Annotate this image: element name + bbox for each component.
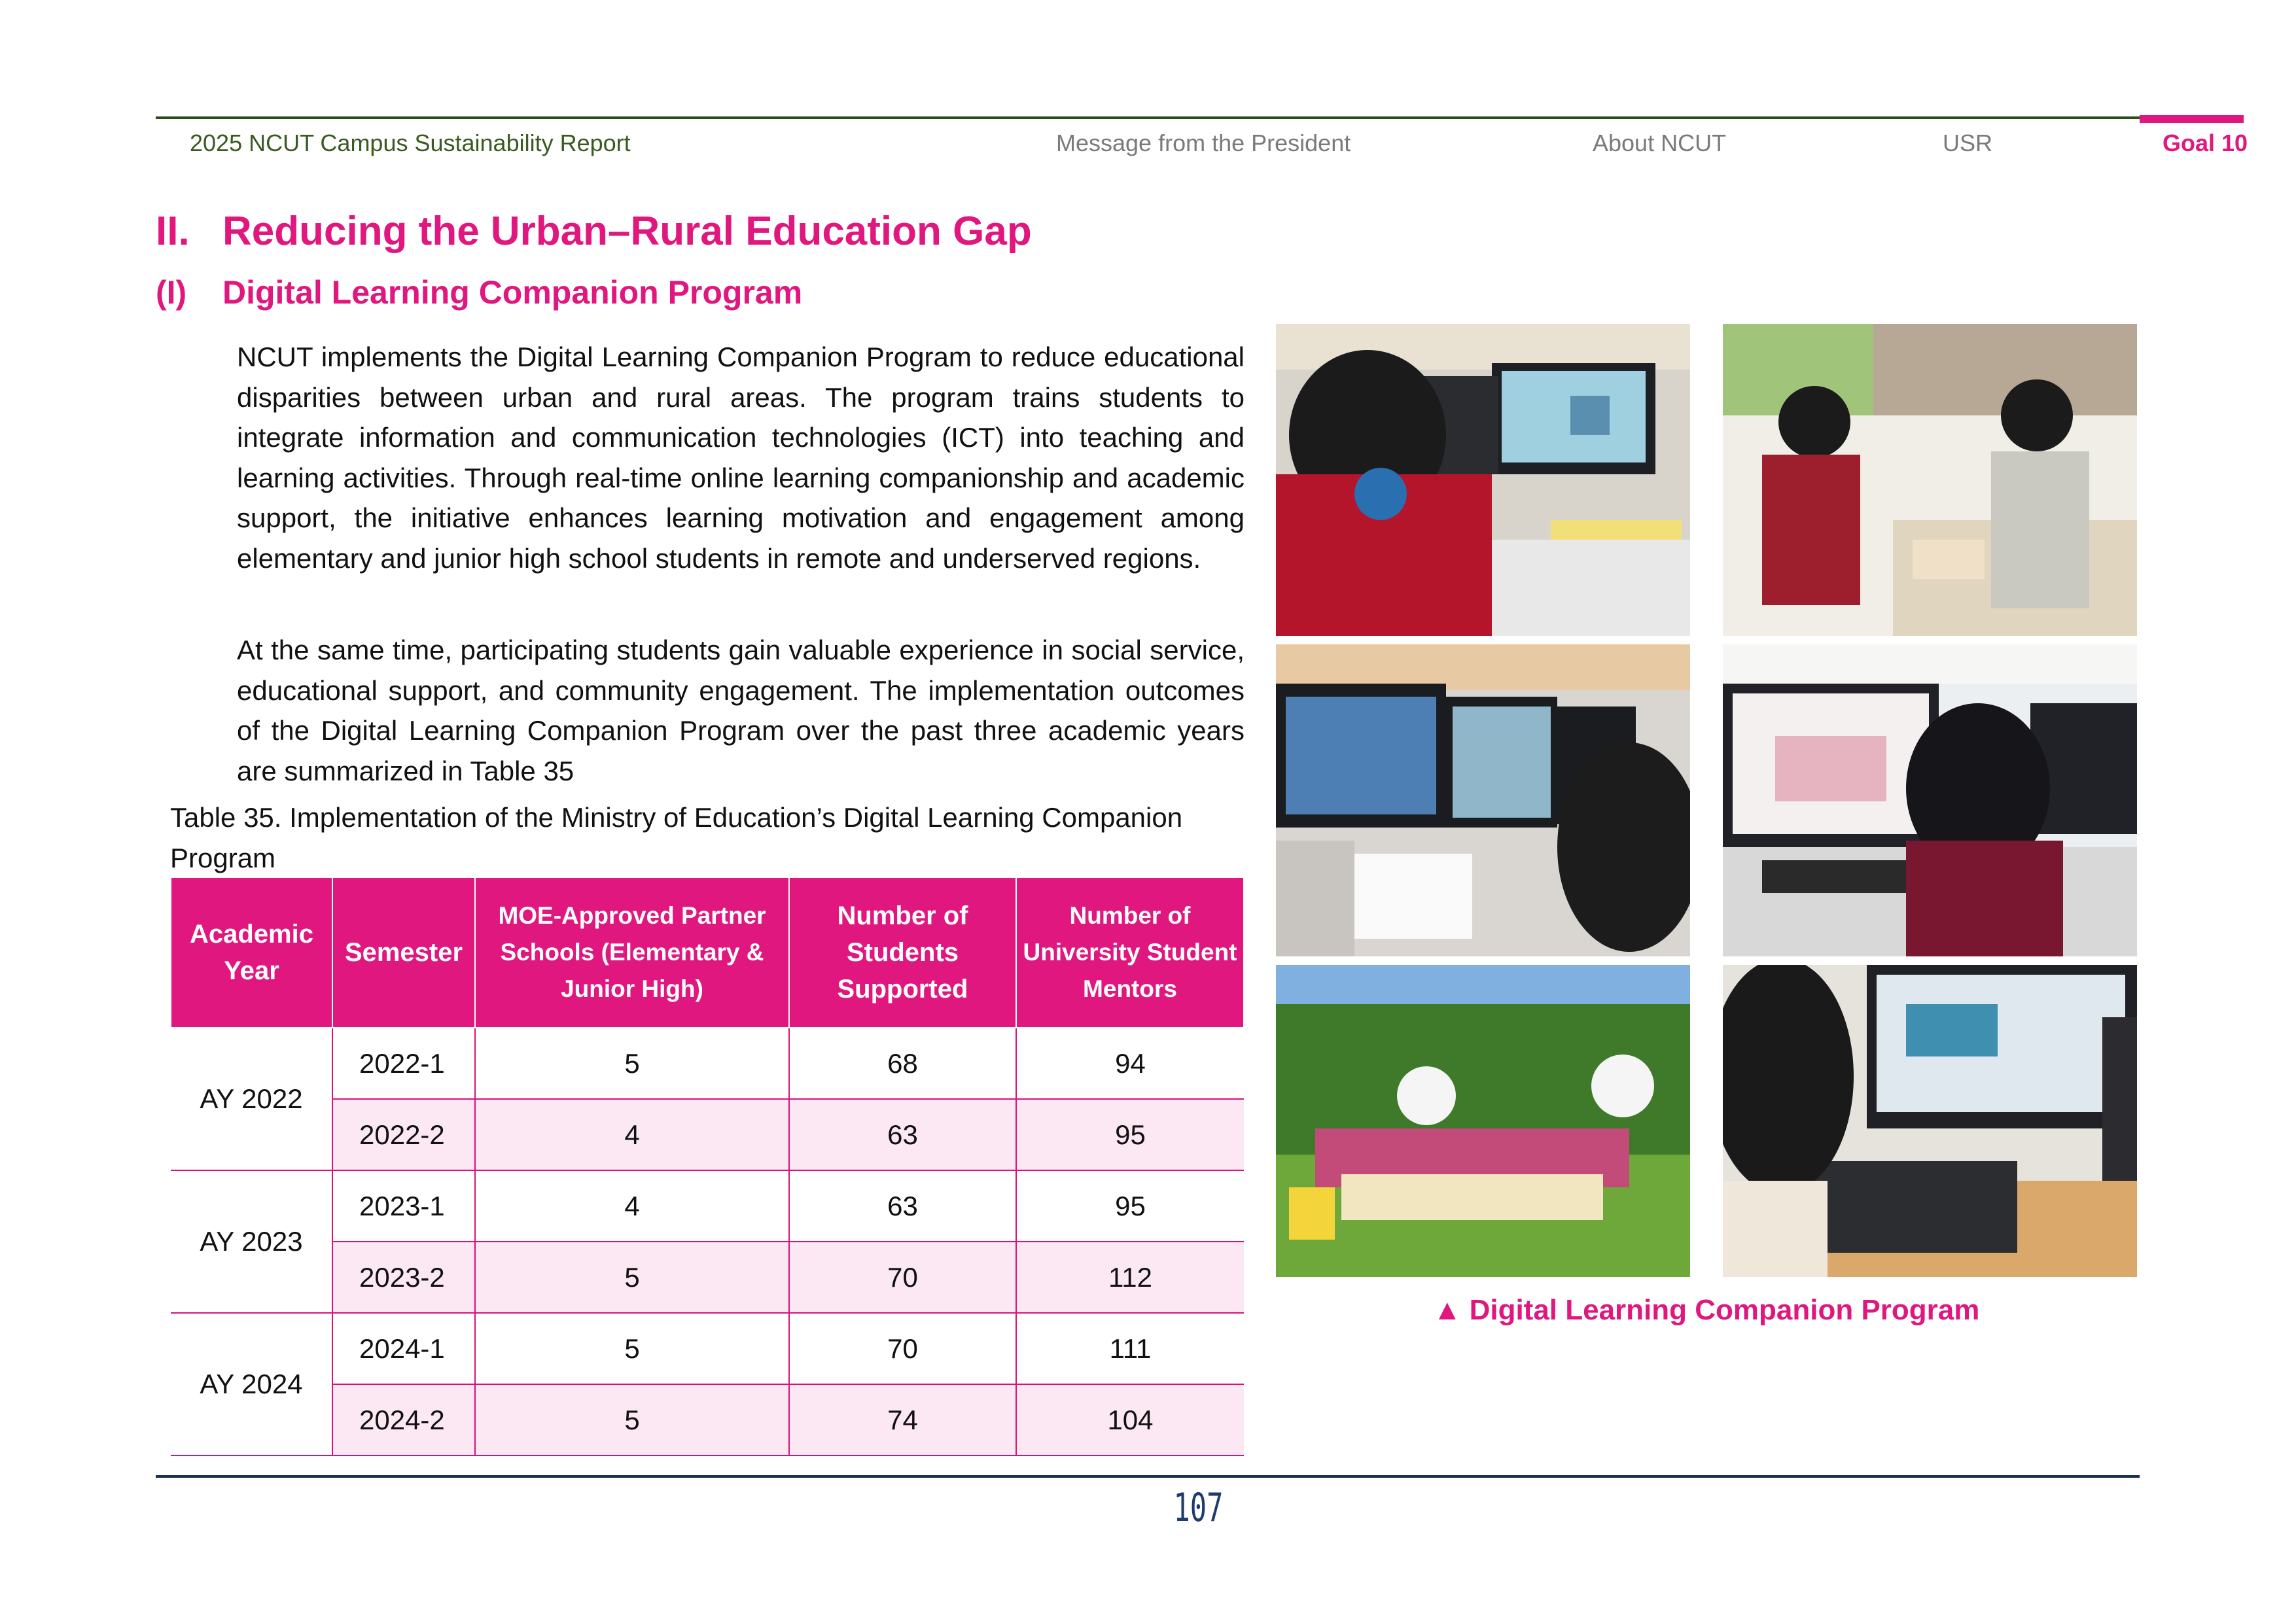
section-heading [156,208,1032,254]
header-students-supported: Number of Students Supported [789,877,1016,1028]
subsection-heading [156,273,802,311]
photo-student-at-monitor [1723,644,2137,956]
footer-rule [156,1475,2140,1478]
semester-cell: 2023-2 [332,1242,475,1313]
photo-group-outdoor-banner [1276,965,1690,1277]
students-cell: 68 [789,1028,1016,1099]
outcomes-paragraph: At the same time, participating students gain valuable experience in social service, educational support, and community engagement. The implementation outcomes of the Digital Learning Companion Program over the past three academic years are summarized in Table 35 [237,635,1245,786]
table-row [171,1170,1244,1242]
semester-cell: 2023-1 [332,1170,475,1242]
semester-cell: 2024-1 [332,1313,475,1384]
nav-about-ncut[interactable]: About NCUT [1593,130,1727,156]
schools-cell: 5 [475,1384,789,1456]
semester-cell: 2022-2 [332,1099,475,1170]
nav-message-from-president[interactable]: Message from the President [1056,130,1351,156]
photo-children-activity [1723,324,2137,636]
photo-student-headset-computer [1276,324,1690,636]
photo-caption [1433,1294,1979,1327]
semester-cell: 2022-1 [332,1028,475,1099]
nav-goal-10[interactable]: Goal 10 [2163,130,2248,156]
schools-cell: 5 [475,1242,789,1313]
students-cell: 74 [789,1384,1016,1456]
report-title: 2025 NCUT Campus Sustainability Report [190,130,631,156]
mentors-cell: 104 [1016,1384,1244,1456]
students-cell: 70 [789,1313,1016,1384]
photo-online-tutoring-screens [1276,644,1690,956]
section-title: Reducing the Urban–Rural Education Gap [222,209,1032,254]
subsection-title: Digital Learning Companion Program [222,274,803,311]
table-row [171,1313,1244,1384]
page-number: 107 [1173,1485,1224,1531]
header-active-indicator [2140,115,2244,123]
mentors-cell: 95 [1016,1170,1244,1242]
header-semester: Semester [332,877,475,1028]
students-cell: 63 [789,1099,1016,1170]
subsection-number: (I) [156,274,187,311]
academic-year-cell: AY 2024 [171,1313,332,1456]
nav-usr[interactable]: USR [1943,130,1993,156]
mentors-cell: 112 [1016,1242,1244,1313]
header-student-mentors: Number of University Student Mentors [1016,877,1244,1028]
intro-paragraph: NCUT implements the Digital Learning Companion Program to reduce educational disparities between urban and rural areas. The program trains students to integrate information and communication technologies (ICT) into teaching and learning activities. Through real-time online learning companionship and academic support, the initiative enhances learning motivation and engagement among elementary and junior high school students in remote and underserved regions. [237,341,1245,574]
header-academic-year: Academic Year [171,877,332,1028]
academic-year-cell: AY 2023 [171,1170,332,1313]
photo-student-drawing-tablet [1723,965,2137,1277]
table-caption: Table 35. Implementation of the Ministry of Education’s Digital Learning Companion Program [170,802,1183,873]
schools-cell: 5 [475,1028,789,1099]
academic-year-cell: AY 2022 [171,1028,332,1170]
schools-cell: 5 [475,1313,789,1384]
mentors-cell: 95 [1016,1099,1244,1170]
photo-caption-text: Digital Learning Companion Program [1469,1294,1980,1326]
mentors-cell: 111 [1016,1313,1244,1384]
header-partner-schools: MOE-Approved Partner Schools (Elementary & Junior High) [475,877,789,1028]
triangle-up-icon: ▲ [1433,1294,1462,1326]
table-row [171,1028,1244,1099]
students-cell: 70 [789,1242,1016,1313]
students-cell: 63 [789,1170,1016,1242]
mentors-cell: 94 [1016,1028,1244,1099]
semester-cell: 2024-2 [332,1384,475,1456]
schools-cell: 4 [475,1099,789,1170]
implementation-table [170,877,1245,1456]
header-rule [156,116,2140,119]
section-number: II. [156,209,190,254]
schools-cell: 4 [475,1170,789,1242]
